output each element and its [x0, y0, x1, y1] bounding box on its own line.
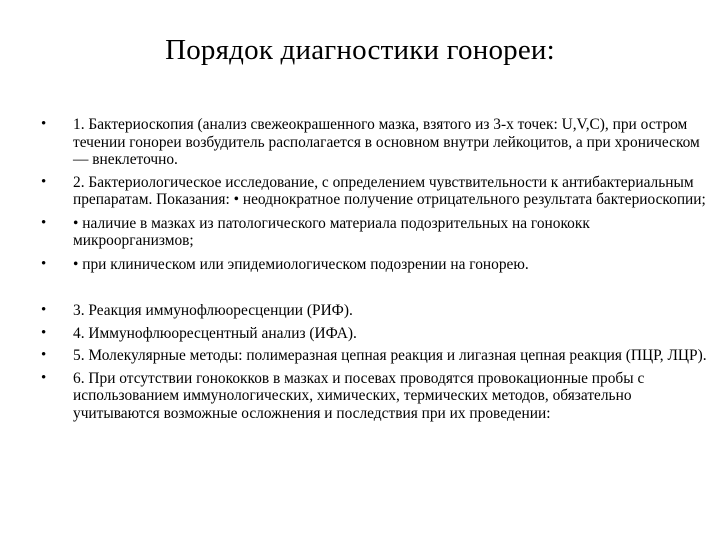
- list-item-text: 2. Бактериологическое исследование, с определением чувствительности к антибактериальным препаратам. Показания: • неоднократное получение отрицательного результата бактериоскопии;: [73, 173, 706, 208]
- bullet-marker: •: [41, 347, 47, 363]
- list-item-text: 5. Молекулярные методы: полимеразная цепная реакция и лигазная цепная реакция (ПЦР, ЛЦР).: [73, 347, 707, 364]
- list-item: [0, 174, 720, 209]
- list-item-text: 3. Реакция иммунофлюоресценции (РИФ).: [73, 302, 353, 319]
- bullet-marker: •: [41, 116, 47, 132]
- list-item-text: 6. При отсутствии гонококков в мазках и посевах проводятся провокационные пробы с использованием иммунологических, химических, термических методов, обязательно учитываются возможные осложнения и последствия при их проведении:: [73, 369, 645, 422]
- list-item: [0, 302, 720, 320]
- list-item-text: 1. Бактериоскопия (анализ свежеокрашенного мазка, взятого из 3-х точек: U,V,C), при остром течении гонореи возбудитель располагается в основном внутри лейкоцитов, а при хроническом — внеклеточно.: [73, 116, 700, 168]
- bullet-marker: •: [41, 173, 47, 190]
- list-item: [0, 215, 720, 250]
- list-item-text: • при клиническом или эпидемиологическом подозрении на гонорею.: [73, 255, 529, 273]
- list-item: [0, 116, 720, 169]
- bullet-marker: •: [41, 302, 47, 318]
- list-item-text: • наличие в мазках из патологического материала подозрительных на гонококк микроорганизмов;: [73, 214, 590, 249]
- list-item: [0, 325, 720, 343]
- bullet-marker: •: [41, 214, 47, 231]
- bullet-marker: •: [41, 255, 47, 272]
- list-item-text: 4. Иммунофлюоресцентный анализ (ИФА).: [73, 324, 357, 342]
- slide-title: Порядок диагностики гонореи:: [165, 34, 555, 66]
- list-item: [0, 370, 720, 423]
- bullet-list: [0, 116, 720, 422]
- bullet-marker: •: [41, 324, 47, 341]
- list-item: [0, 256, 720, 274]
- bullet-marker: •: [41, 369, 47, 386]
- list-item: [0, 347, 720, 365]
